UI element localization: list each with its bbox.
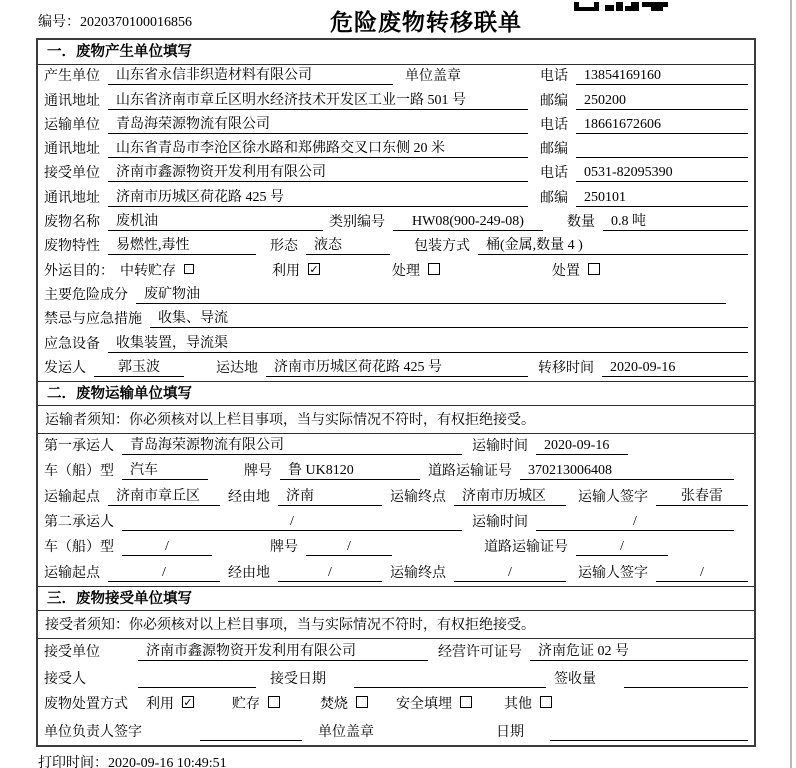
route2-end-value: / [454, 565, 566, 582]
checkbox-label: 其他 [504, 696, 532, 712]
received-amount-label: 签收量 [554, 671, 596, 687]
accepting-person-row [38, 665, 754, 692]
receiver-phone-value: 0531-82095390 [576, 165, 748, 182]
transporter-postcode-label: 邮编 [540, 142, 568, 158]
shipper-label: 发运人 [44, 360, 86, 376]
plate-number2-value: / [306, 539, 392, 556]
form-state-label: 形态 [270, 239, 298, 255]
purpose-option-dispose [552, 260, 600, 280]
waste-name-value: 废机油 [108, 210, 323, 231]
via-label: 经由地 [228, 489, 270, 505]
receiver-phone-label: 电话 [540, 166, 568, 182]
emergency-equipment-label: 应急设备 [44, 336, 100, 352]
first-carrier-label: 第一承运人 [44, 439, 114, 455]
unit-seal2-label: 单位盖章 [318, 724, 374, 740]
transfer-purpose-label: 外运目的： [44, 263, 114, 279]
transporter-unit-row [38, 114, 754, 138]
accepting-unit-label: 接受单位 [44, 645, 100, 661]
route-row [38, 484, 754, 509]
destination-label: 运达地 [216, 360, 258, 376]
taboo-measures-value: 收集、导流 [150, 307, 748, 328]
checkbox-checked-icon: ✓ [309, 262, 319, 276]
disposal-option-incinerate [320, 693, 368, 713]
category-code-value: HW08(900-249-08) [393, 214, 543, 231]
destination-value: 济南市历城区荷花路 425 号 [266, 356, 528, 377]
section-transporter [38, 381, 754, 586]
form-table [36, 38, 756, 747]
vehicle-type2-value: / [122, 539, 212, 556]
transporter-address-row [38, 138, 754, 162]
road-permit2-label: 道路运输证号 [484, 540, 568, 556]
checkbox-label: 焚烧 [320, 696, 348, 712]
route2-end-label: 运输终点 [390, 565, 446, 581]
quantity-label: 数量 [567, 215, 595, 231]
generator-unit-label: 产生单位 [44, 69, 100, 85]
checkbox-icon [540, 696, 552, 708]
transfer-time-value: 2020-09-16 [602, 360, 748, 377]
route-start-value: 济南市章丘区 [108, 485, 220, 506]
hazard-component-row [38, 284, 754, 308]
shipper-value: 郭玉波 [94, 356, 184, 377]
route-start-label: 运输起点 [44, 489, 100, 505]
disposal-option-landfill [396, 693, 472, 713]
plate-number-value: 鲁 UK8120 [280, 459, 420, 480]
qr-code-icon [574, 0, 668, 16]
via2-label: 经由地 [228, 565, 270, 581]
checkbox-label: 处置 [552, 263, 580, 279]
checkbox-icon [356, 696, 368, 708]
date-label: 日期 [496, 724, 524, 740]
responsible-signature-row [38, 718, 754, 745]
second-carrier-label: 第二承运人 [44, 515, 114, 531]
carrier2-signature-label: 运输人签字 [578, 565, 648, 581]
checkbox-label: 处理 [392, 263, 420, 279]
disposal-option-utilize [146, 693, 194, 713]
receiver-address-value: 济南市历城区荷花路 425 号 [108, 186, 528, 207]
print-time-value: 2020-09-16 10:49:51 [108, 756, 227, 768]
generator-unit-value: 山东省永信非织造材料有限公司 [108, 64, 393, 85]
emergency-equipment-value: 收集装置，导流渠 [108, 332, 748, 353]
route-end-label: 运输终点 [390, 489, 446, 505]
plate-number-label: 牌号 [244, 464, 272, 480]
waste-property-label: 废物特性 [44, 239, 100, 255]
receiver-unit-label: 接受单位 [44, 166, 100, 182]
purpose-option-utilize [272, 260, 320, 280]
vehicle-type2-row [38, 535, 754, 560]
checkbox-icon [588, 263, 600, 275]
section-receiver [38, 586, 754, 745]
shipper-row [38, 357, 754, 381]
section2-header: 二．废物运输单位填写 [38, 381, 754, 406]
generator-address-row [38, 89, 754, 113]
transporter-unit-label: 运输单位 [44, 117, 100, 133]
received-amount-value [624, 671, 748, 688]
generator-postcode-label: 邮编 [540, 93, 568, 109]
receiver-postcode-value: 250101 [576, 190, 748, 207]
disposal-option-other [504, 693, 552, 713]
receiver-notice: 接受者须知：你必须核对以上栏目事项，当与实际情况不符时，有权拒绝接受。 [38, 611, 754, 639]
carrier-signature-value: 张春雷 [656, 485, 748, 506]
transport-time2-label: 运输时间 [472, 515, 528, 531]
vehicle-type-label: 车（船）型 [44, 464, 114, 480]
responsible-signature-label: 单位负责人签字 [44, 724, 142, 740]
receiver-unit-row [38, 162, 754, 186]
license-number-label: 经营许可证号 [438, 645, 522, 661]
serial-number-line [38, 11, 192, 31]
checkbox-icon [184, 264, 194, 274]
generator-phone-label: 电话 [540, 69, 568, 85]
plate-number2-label: 牌号 [270, 540, 298, 556]
route2-start-label: 运输起点 [44, 565, 100, 581]
category-code-label: 类别编号 [329, 215, 385, 231]
second-carrier-row [38, 510, 754, 535]
carrier-signature-label: 运输人签字 [578, 489, 648, 505]
form-state-value: 液态 [306, 234, 390, 255]
hazard-component-value: 废矿物油 [136, 283, 726, 304]
first-carrier-row [38, 434, 754, 459]
transfer-purpose-row [38, 259, 754, 283]
second-carrier-value: / [122, 514, 462, 531]
packaging-value: 桶(金属,数量 4 ) [478, 234, 748, 255]
first-carrier-value: 青岛海荣源物流有限公司 [122, 434, 462, 455]
transfer-time-label: 转移时间 [538, 360, 594, 376]
checkbox-label: 中转贮存 [120, 263, 176, 279]
page-right-edge-divider [790, 0, 792, 768]
license-number-value: 济南危证 02 号 [530, 640, 748, 661]
generator-phone-value: 13854169160 [576, 68, 748, 85]
emergency-equipment-row [38, 332, 754, 356]
print-time-line [38, 752, 227, 768]
section1-header: 一．废物产生单位填写 [38, 40, 754, 65]
section-generator [38, 40, 754, 381]
transporter-unit-value: 青岛海荣源物流有限公司 [108, 113, 528, 134]
receiver-unit-value: 济南市鑫源物资开发利用有限公司 [108, 161, 528, 182]
checkbox-icon [460, 696, 472, 708]
generator-unit-row [38, 65, 754, 89]
vehicle-type-value: 汽车 [122, 459, 208, 480]
checkbox-icon [268, 696, 280, 708]
checkbox-label: 利用 [272, 263, 300, 279]
accepting-person-value [138, 671, 256, 688]
waste-property-value: 易燃性,毒性 [108, 234, 256, 255]
checkbox-label: 利用 [146, 696, 174, 712]
road-permit-label: 道路运输证号 [428, 464, 512, 480]
route-end-value: 济南市历城区 [454, 485, 566, 506]
purpose-option-storage [120, 260, 194, 280]
date-value [550, 724, 748, 741]
checkbox-icon [428, 263, 440, 275]
accepting-unit-value: 济南市鑫源物资开发利用有限公司 [138, 640, 428, 661]
transporter-phone-value: 18661672606 [576, 117, 748, 134]
transport-time2-value: / [536, 514, 734, 531]
receiver-address-row [38, 186, 754, 210]
receiver-address-label: 通讯地址 [44, 190, 100, 206]
route2-row [38, 560, 754, 585]
carrier2-signature-value: / [656, 565, 748, 582]
taboo-measures-row [38, 308, 754, 332]
checkbox-label: 安全填埋 [396, 696, 452, 712]
generator-address-label: 通讯地址 [44, 93, 100, 109]
generator-postcode-value: 250200 [576, 93, 748, 110]
purpose-option-treat [392, 260, 440, 280]
transporter-address-label: 通讯地址 [44, 142, 100, 158]
print-time-label: 打印时间： [38, 756, 108, 768]
serial-value: 2020370100016856 [80, 15, 192, 30]
accept-date-label: 接受日期 [270, 671, 326, 687]
disposal-method-row [38, 692, 754, 719]
receiver-postcode-label: 邮编 [540, 190, 568, 206]
vehicle-type2-label: 车（船）型 [44, 540, 114, 556]
road-permit-value: 370213006408 [520, 463, 734, 480]
transporter-phone-label: 电话 [540, 117, 568, 133]
packaging-label: 包装方式 [414, 239, 470, 255]
page-title: 危险废物转移联单 [330, 9, 522, 35]
quantity-value: 0.8 吨 [603, 210, 748, 231]
via2-value: / [278, 565, 382, 582]
waste-name-label: 废物名称 [44, 215, 100, 231]
road-permit2-value: / [576, 539, 668, 556]
unit-seal-label: 单位盖章 [405, 69, 461, 85]
route2-start-value: / [108, 565, 220, 582]
hazard-component-label: 主要危险成分 [44, 287, 128, 303]
transport-time-value: 2020-09-16 [536, 438, 628, 455]
transporter-postcode-value [576, 141, 748, 158]
section3-header: 三．废物接受单位填写 [38, 586, 754, 611]
generator-address-value: 山东省济南市章丘区明水经济技术开发区工业一路 501 号 [108, 89, 528, 110]
disposal-option-store [232, 693, 280, 713]
waste-property-row [38, 235, 754, 259]
accepting-unit-row [38, 639, 754, 666]
disposal-method-label: 废物处置方式 [44, 696, 128, 712]
taboo-measures-label: 禁忌与应急措施 [44, 312, 142, 328]
responsible-signature-value [200, 724, 302, 741]
accept-date-value [354, 671, 546, 688]
checkbox-checked-icon: ✓ [183, 695, 193, 709]
vehicle-type-row [38, 459, 754, 484]
checkbox-label: 贮存 [232, 696, 260, 712]
transport-time-label: 运输时间 [472, 439, 528, 455]
waste-name-row [38, 211, 754, 235]
via-value: 济南 [278, 485, 382, 506]
serial-label: 编号： [38, 15, 80, 30]
accepting-person-label: 接受人 [44, 671, 86, 687]
transporter-notice: 运输者须知：你必须核对以上栏目事项，当与实际情况不符时，有权拒绝接受。 [38, 406, 754, 434]
transporter-address-value: 山东省青岛市李沧区徐水路和郑佛路交叉口东侧 20 米 [108, 137, 528, 158]
